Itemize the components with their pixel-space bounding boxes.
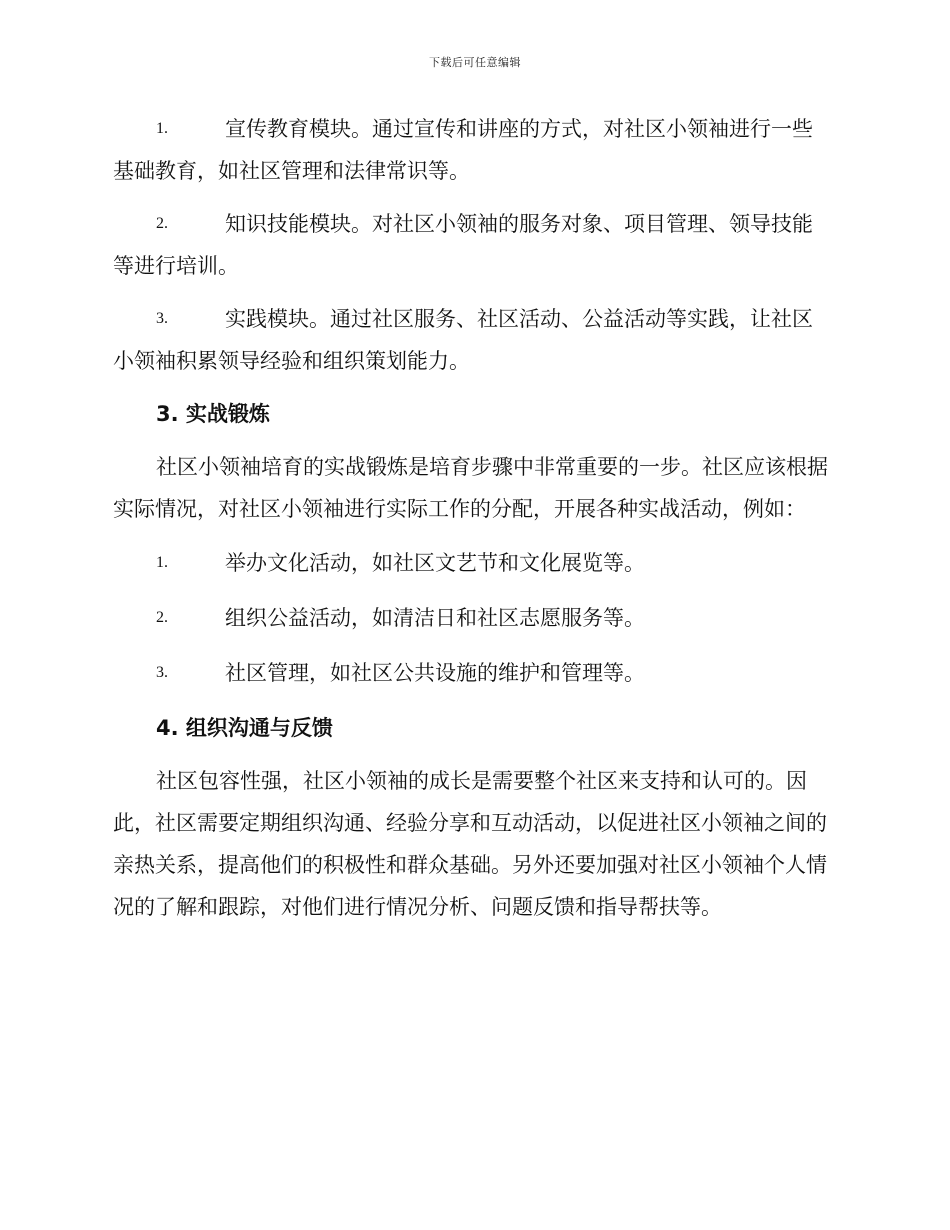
list-number: 3. xyxy=(156,310,168,327)
list-number: 1. xyxy=(156,120,168,137)
list-item xyxy=(113,203,833,287)
list-number: 2. xyxy=(156,609,168,626)
list-number: 2. xyxy=(156,215,168,232)
list-text: 宣传教育模块。通过宣传和讲座的方式，对社区小领袖进行一些基础教育，如社区管理和法律常识等。 xyxy=(113,117,813,183)
list-item xyxy=(113,542,833,584)
section-paragraph: 社区包容性强，社区小领袖的成长是需要整个社区来支持和认可的。因此，社区需要定期组织沟通、经验分享和互动活动，以促进社区小领袖之间的亲热关系，提高他们的积极性和群众基础。另外还要加强对社区小领袖个人情况的了解和跟踪，对他们进行情况分析、问题反馈和指导帮扶等。 xyxy=(113,769,827,919)
list-text: 组织公益活动，如清洁日和社区志愿服务等。 xyxy=(225,606,645,630)
list-item xyxy=(113,298,833,382)
section-heading: 4. 组织沟通与反馈 xyxy=(156,716,333,740)
list-item xyxy=(113,597,833,639)
list-number: 1. xyxy=(156,554,168,571)
list-item xyxy=(113,108,833,192)
list-item xyxy=(113,652,833,694)
document-body xyxy=(113,108,833,940)
section-heading: 3. 实战锻炼 xyxy=(156,402,270,426)
list-text: 知识技能模块。对社区小领袖的服务对象、项目管理、领导技能等进行培训。 xyxy=(113,212,813,278)
list-number: 3. xyxy=(156,664,168,681)
section-paragraph: 社区小领袖培育的实战锻炼是培育步骤中非常重要的一步。社区应该根据实际情况，对社区小领袖进行实际工作的分配，开展各种实战活动，例如： xyxy=(113,455,828,521)
list-text: 举办文化活动，如社区文艺节和文化展览等。 xyxy=(225,551,645,575)
list-text: 实践模块。通过社区服务、社区活动、公益活动等实践，让社区小领袖积累领导经验和组织策划能力。 xyxy=(113,307,813,373)
page-header: 下载后可任意编辑 xyxy=(429,56,521,69)
list-text: 社区管理，如社区公共设施的维护和管理等。 xyxy=(225,661,645,685)
